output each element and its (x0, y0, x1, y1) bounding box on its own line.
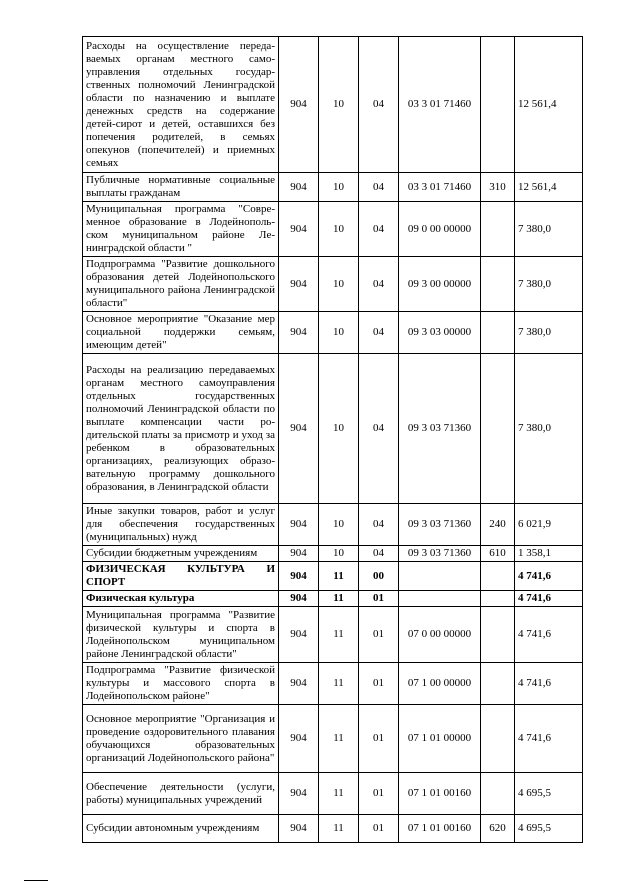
row-name: Основное мероприятие "Организация и проведение оздоровительного плавания обучающихся образовательных организаций Лодейнопольского района" (83, 705, 279, 773)
target-article-code: 07 1 01 00000 (399, 705, 481, 773)
budget-table (82, 36, 583, 843)
subsection-code: 01 (359, 607, 399, 663)
row-name: ФИЗИЧЕСКАЯ КУЛЬТУРА И СПОРТ (83, 562, 279, 591)
subsection-code: 04 (359, 37, 399, 173)
target-article-code: 09 3 00 00000 (399, 257, 481, 312)
target-article-code: 03 3 01 71460 (399, 37, 481, 173)
table-row (83, 354, 583, 504)
subsection-code: 04 (359, 257, 399, 312)
target-article-code: 09 3 03 71360 (399, 354, 481, 504)
amount: 7 380,0 (515, 202, 583, 257)
table-row-subsection (83, 591, 583, 607)
row-name: Подпрограмма "Развитие физической культуры и массового спорта в Лодейнопольском районе" (83, 663, 279, 705)
target-article-code: 03 3 01 71460 (399, 173, 481, 202)
target-article-code (399, 591, 481, 607)
subsection-code: 04 (359, 354, 399, 504)
amount: 4 741,6 (515, 591, 583, 607)
dept-code: 904 (279, 257, 319, 312)
expense-type-code: 310 (481, 173, 515, 202)
amount: 4 741,6 (515, 562, 583, 591)
dept-code: 904 (279, 815, 319, 843)
section-code: 10 (319, 257, 359, 312)
subsection-code: 04 (359, 504, 399, 546)
expense-type-code (481, 37, 515, 173)
budget-table-body (83, 37, 583, 843)
dept-code: 904 (279, 354, 319, 504)
row-name: Обеспечение деятельности (услуги, работы) муниципальных учреждений (83, 773, 279, 815)
dept-code: 904 (279, 202, 319, 257)
dept-code: 904 (279, 591, 319, 607)
expense-type-code (481, 705, 515, 773)
section-code: 11 (319, 607, 359, 663)
target-article-code: 07 1 00 00000 (399, 663, 481, 705)
amount: 12 561,4 (515, 37, 583, 173)
dept-code: 904 (279, 562, 319, 591)
table-row (83, 705, 583, 773)
expense-type-code: 620 (481, 815, 515, 843)
expense-type-code (481, 354, 515, 504)
amount: 4 741,6 (515, 607, 583, 663)
subsection-code: 01 (359, 591, 399, 607)
section-code: 10 (319, 546, 359, 562)
amount: 1 358,1 (515, 546, 583, 562)
row-name: Муниципальная программа "Современное образование в Лодейнопольском муниципальном районе Ленинградской области " (83, 202, 279, 257)
section-code: 11 (319, 663, 359, 705)
section-code: 10 (319, 312, 359, 354)
section-code: 10 (319, 173, 359, 202)
table-row (83, 815, 583, 843)
section-code: 11 (319, 705, 359, 773)
amount: 12 561,4 (515, 173, 583, 202)
section-code: 10 (319, 354, 359, 504)
section-code: 11 (319, 815, 359, 843)
section-code: 10 (319, 504, 359, 546)
expense-type-code (481, 312, 515, 354)
subsection-code: 04 (359, 202, 399, 257)
subsection-code: 01 (359, 815, 399, 843)
expense-type-code (481, 773, 515, 815)
amount: 4 741,6 (515, 663, 583, 705)
target-article-code: 09 0 00 00000 (399, 202, 481, 257)
row-name: Физическая культура (83, 591, 279, 607)
dept-code: 904 (279, 607, 319, 663)
row-name: Расходы на осуществление передаваемых органам местного самоуправления отдельных государственных полномочий Ленинградской области по назначению и выплате денежных средств на содержание детей-сирот и детей, оставшихся без попечения родителей, в семьях опекунов (попечителей) и приемных семьях (83, 37, 279, 173)
row-name: Расходы на реализацию передаваемых органам местного самоуправления отдельных государственных полномочий Ленинградской области по выплате компенсации части родительской платы за присмотр и уход за ребенком в образовательных организациях, реализующих образовательную программу дошкольного образования, в Ленинградской области (83, 354, 279, 504)
amount: 4 741,6 (515, 705, 583, 773)
subsection-code: 04 (359, 546, 399, 562)
target-article-code: 09 3 03 71360 (399, 546, 481, 562)
dept-code: 904 (279, 663, 319, 705)
dept-code: 904 (279, 546, 319, 562)
subsection-code: 04 (359, 312, 399, 354)
expense-type-code: 610 (481, 546, 515, 562)
table-row (83, 312, 583, 354)
expense-type-code (481, 607, 515, 663)
expense-type-code: 240 (481, 504, 515, 546)
section-code: 11 (319, 773, 359, 815)
row-name: Субсидии автономным учреждениям (83, 815, 279, 843)
target-article-code: 07 1 01 00160 (399, 773, 481, 815)
table-row (83, 504, 583, 546)
row-name: Подпрограмма "Развитие дошкольного образования детей Лодейнопольского муниципального района Ленинградской области" (83, 257, 279, 312)
target-article-code (399, 562, 481, 591)
amount: 7 380,0 (515, 257, 583, 312)
amount: 7 380,0 (515, 354, 583, 504)
table-row (83, 257, 583, 312)
dept-code: 904 (279, 504, 319, 546)
table-row-section (83, 562, 583, 591)
table-row (83, 663, 583, 705)
row-name: Муниципальная программа "Развитие физической культуры и спорта в Лодейнопольском муниципальном районе Ленинградской области" (83, 607, 279, 663)
dept-code: 904 (279, 773, 319, 815)
subsection-code: 04 (359, 173, 399, 202)
row-name: Субсидии бюджетным учреждениям (83, 546, 279, 562)
row-name: Публичные нормативные социальные выплаты гражданам (83, 173, 279, 202)
section-code: 10 (319, 202, 359, 257)
section-code: 11 (319, 591, 359, 607)
table-row (83, 37, 583, 173)
table-row (83, 773, 583, 815)
table-row (83, 202, 583, 257)
expense-type-code (481, 202, 515, 257)
dept-code: 904 (279, 705, 319, 773)
amount: 6 021,9 (515, 504, 583, 546)
footnote-rule (24, 880, 48, 881)
dept-code: 904 (279, 312, 319, 354)
table-row (83, 173, 583, 202)
target-article-code: 07 0 00 00000 (399, 607, 481, 663)
amount: 4 695,5 (515, 815, 583, 843)
expense-type-code (481, 257, 515, 312)
expense-type-code (481, 591, 515, 607)
expense-type-code (481, 663, 515, 705)
amount: 7 380,0 (515, 312, 583, 354)
dept-code: 904 (279, 173, 319, 202)
subsection-code: 01 (359, 773, 399, 815)
target-article-code: 09 3 03 71360 (399, 504, 481, 546)
dept-code: 904 (279, 37, 319, 173)
section-code: 10 (319, 37, 359, 173)
target-article-code: 09 3 03 00000 (399, 312, 481, 354)
row-name: Основное мероприятие "Оказание мер социальной поддержки семьям, имеющим детей" (83, 312, 279, 354)
subsection-code: 00 (359, 562, 399, 591)
table-row (83, 607, 583, 663)
row-name: Иные закупки товаров, работ и услуг для обеспечения государственных (муниципальных) нужд (83, 504, 279, 546)
expense-type-code (481, 562, 515, 591)
subsection-code: 01 (359, 705, 399, 773)
amount: 4 695,5 (515, 773, 583, 815)
table-row (83, 546, 583, 562)
target-article-code: 07 1 01 00160 (399, 815, 481, 843)
section-code: 11 (319, 562, 359, 591)
subsection-code: 01 (359, 663, 399, 705)
